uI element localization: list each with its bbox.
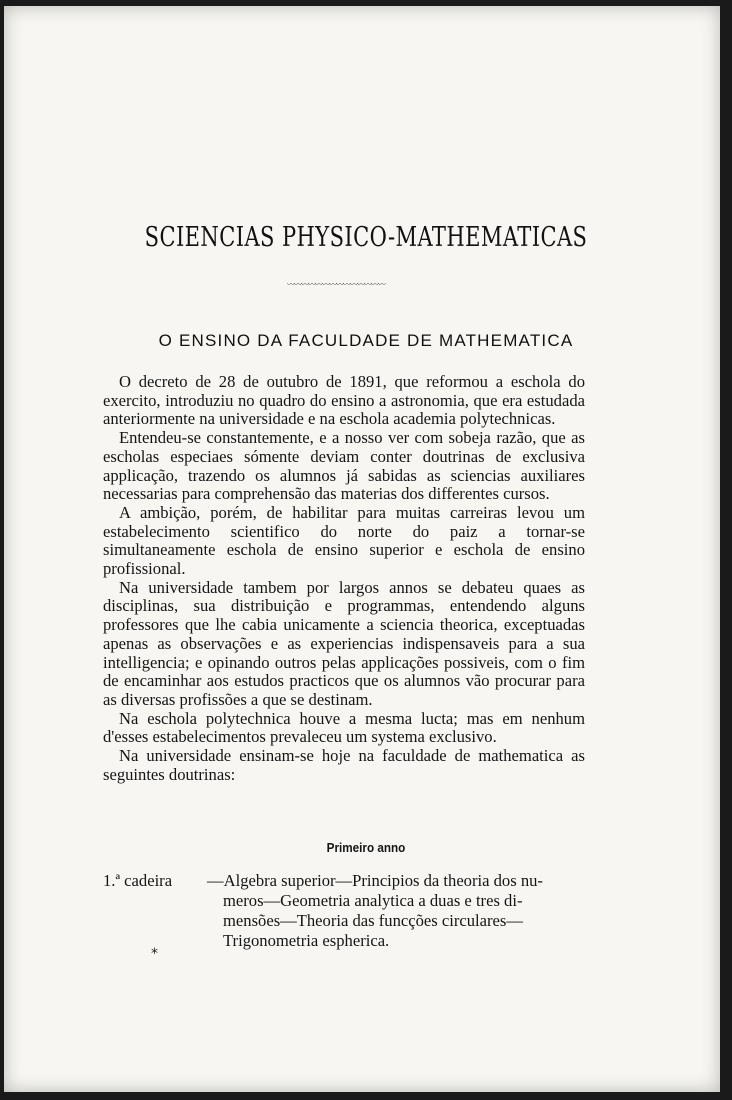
section-heading: O ENSINO DA FACULDADE DE MATHEMATICA [158,331,574,350]
paragraph: Entendeu-se constantemente, e a nosso ver com sobeja razão, que as escholas especiaes sómente deviam conter doutrinas de exclusiva applicação, trazendo os alumnos já sabidas as sciencias auxiliares necessarias para comprehensão das materias dos differentes cursos. [103,428,585,504]
body-text [103,373,585,784]
paragraph: Na universidade ensinam-se hoje na faculdade de mathematica as seguintes doutrinas: [103,746,585,784]
paragraph: O decreto de 28 de outubro de 1891, que reformou a eschola do exercito, introduziu no quadro do ensino a astronomia, que era estudada anteriormente na universidade e na eschola academia polytechnicas. [103,372,585,429]
ornament-divider: 〰〰〰〰〰〰〰〰〰〰〰〰〰〰 [287,281,385,289]
year-heading: Primeiro anno [326,840,406,855]
course-number: 1.ª cadeira [103,871,173,890]
paragraph: Na eschola polytechnica houve a mesma lucta; mas em nenhum d'esses estabelecimentos prevaleceu um systema exclusivo. [103,708,585,747]
course-line: Trigonometria espherica. [223,931,390,950]
course-line: meros—Geometria analytica a duas e tres di- [223,891,523,910]
course-line: —Algebra superior—Principios da theoria dos nu- [207,871,543,890]
course-line: mensões—Theoria das funcções circulares— [223,911,523,930]
paragraph: A ambição, porém, de habilitar para muitas carreiras levou um estabelecimento scientifico do norte do paiz a tornar-se simultaneamente eschola de ensino superior e eschola de ensino profissional. [103,502,585,579]
signature-mark: * [151,946,158,962]
page-title: SCIENCIAS PHYSICO-MATHEMATICAS [144,222,588,253]
paragraph: Na universidade tambem por largos annos se debateu quaes as disciplinas, sua distribuição e programmas, entendendo alguns professores que lhe cabia unicamente a sciencia theorica, exceptuadas apenas as observações e as experiencias indispensaveis para a sua intelligencia; e opinando outros pelas applicações possiveis, com o fim de encaminhar aos estudos practicos que os alumnos vão procurar para as diversas profissões a que se destinam. [103,577,585,709]
